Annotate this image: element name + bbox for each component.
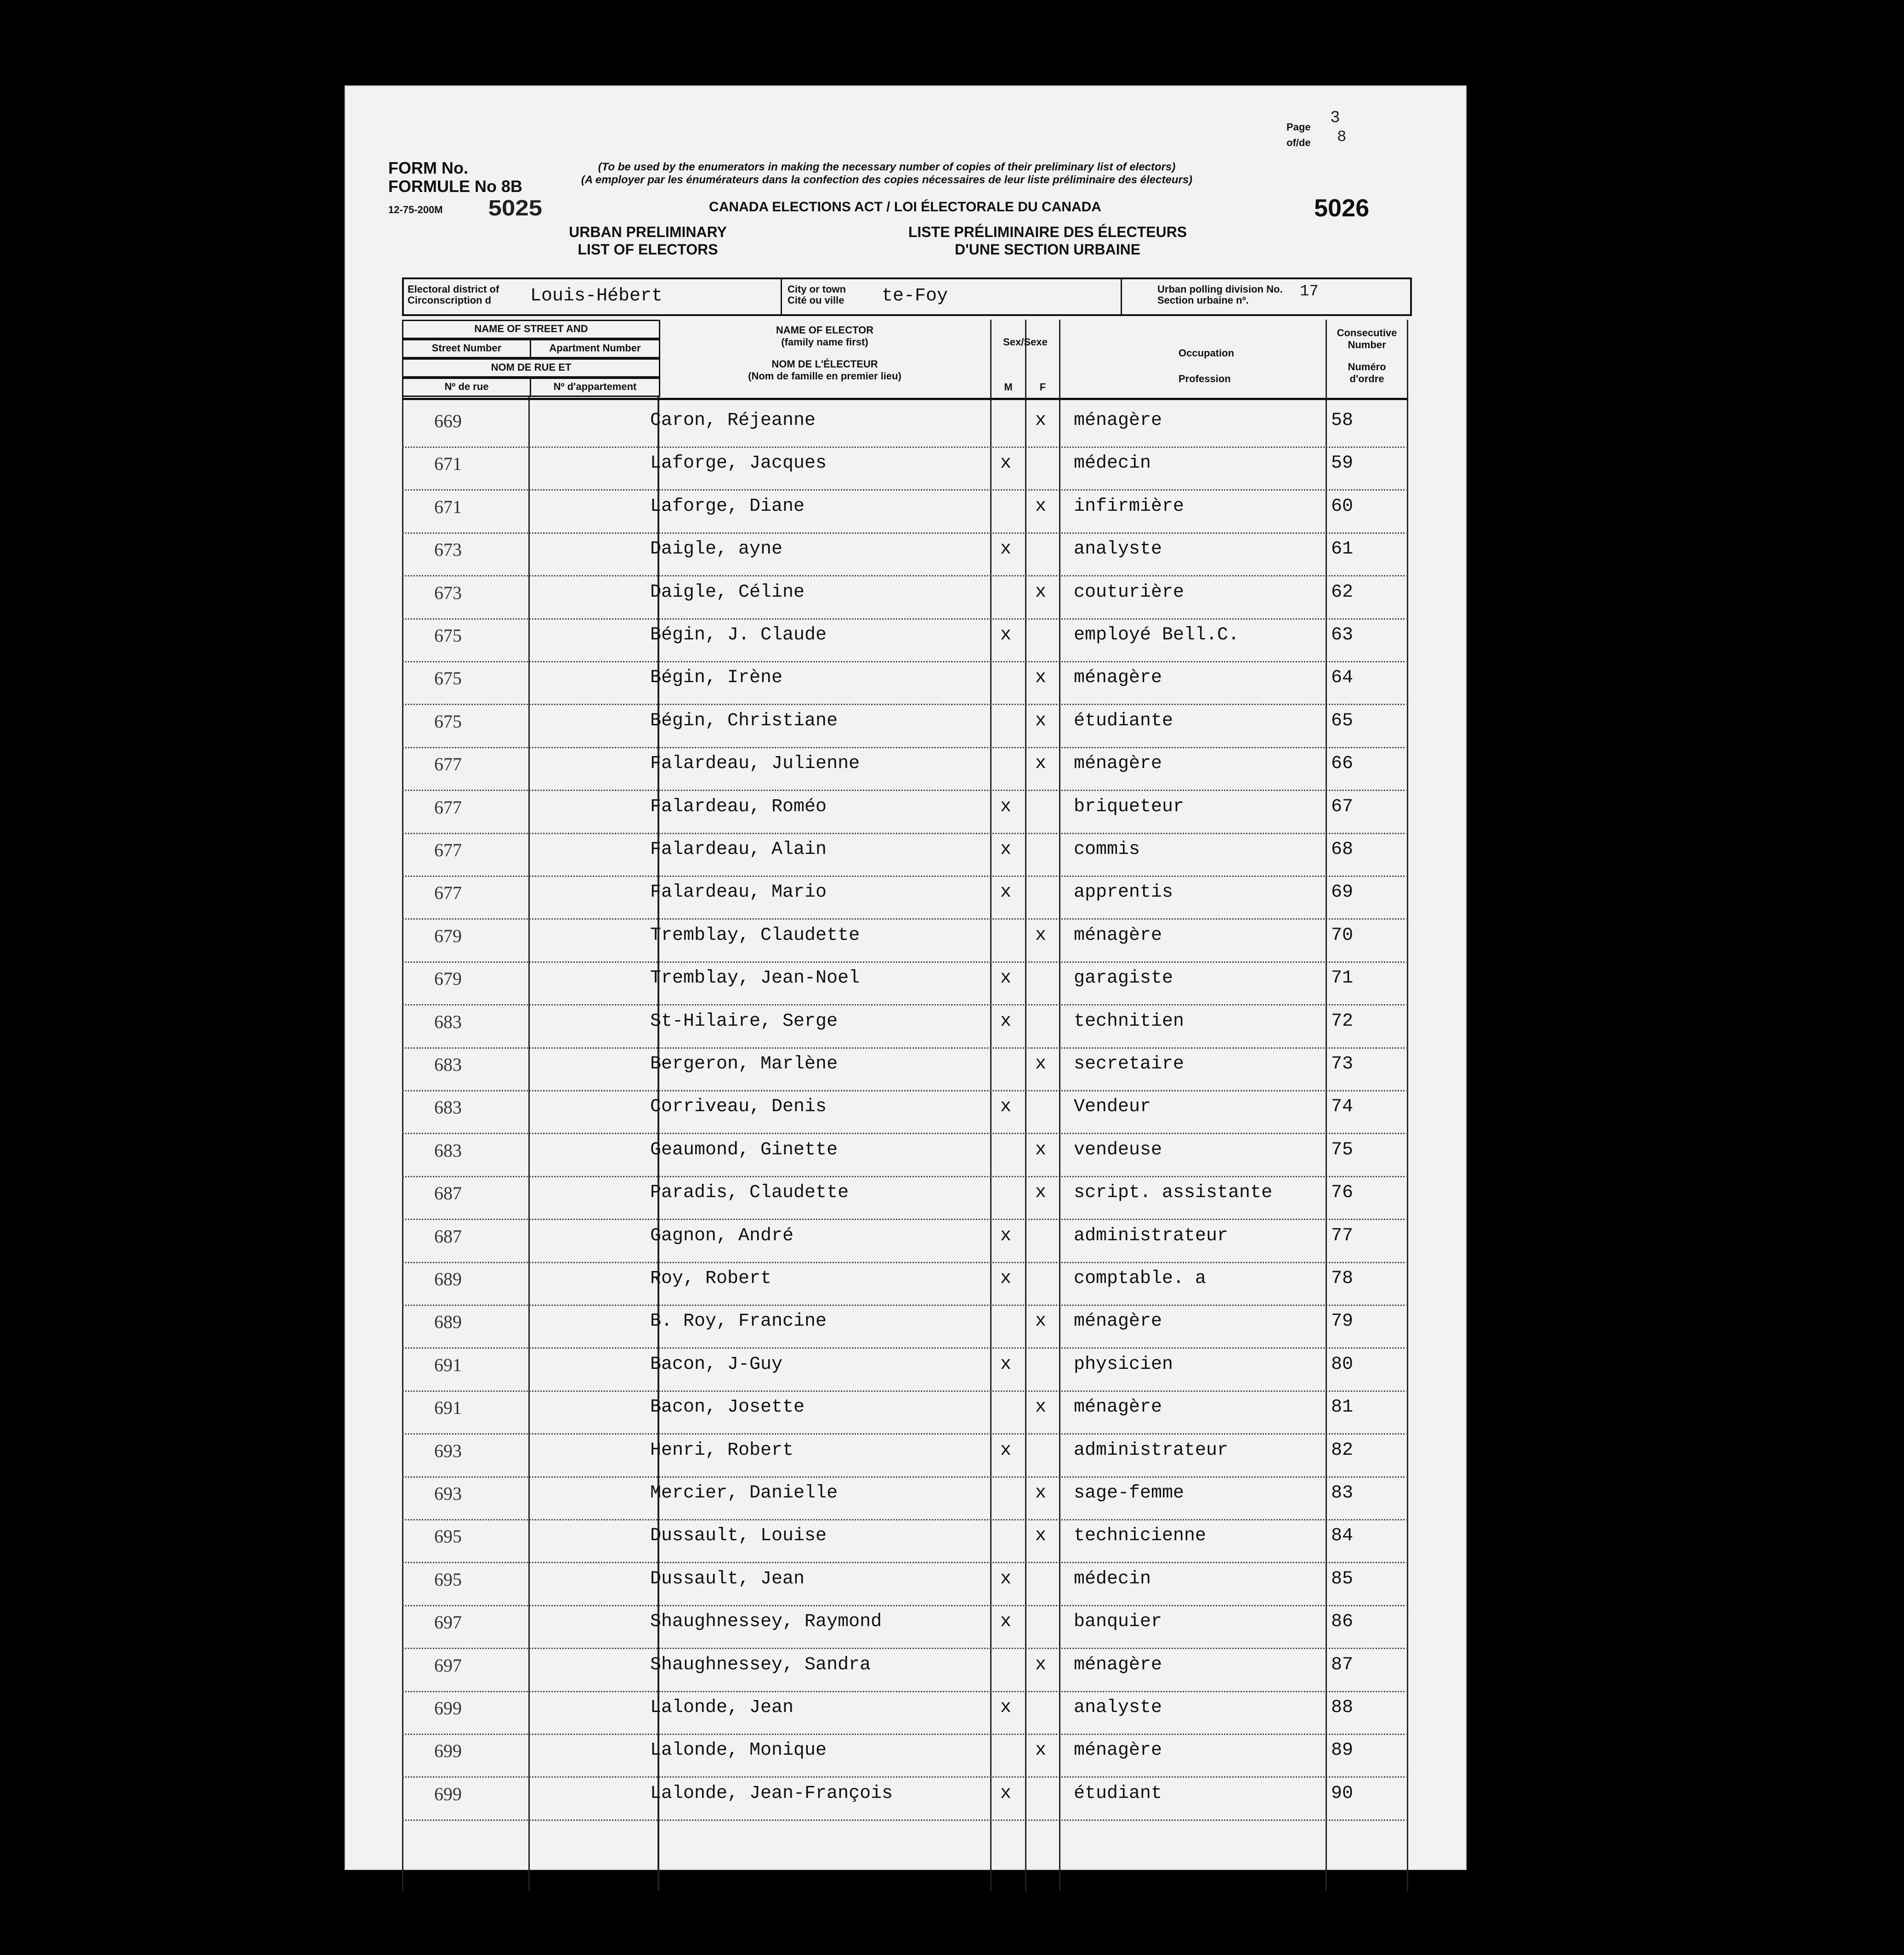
- title-en-line2: LIST OF ELECTORS: [578, 241, 718, 258]
- sex-f-cell: x: [1035, 1054, 1047, 1074]
- elector-en-1: NAME OF ELECTOR: [776, 324, 874, 336]
- elector-name-cell: Lalonde, Jean: [650, 1697, 794, 1718]
- apartment-number-fr: Nº d'appartement: [553, 381, 637, 392]
- sex-m-cell: x: [1000, 1611, 1012, 1633]
- street-number-cell: 677: [434, 754, 462, 775]
- occupation-cell: médecin: [1074, 453, 1151, 474]
- polling-label-fr: Section urbaine nº.: [1157, 294, 1249, 306]
- table-row: [402, 661, 1408, 705]
- street-number-cell: 671: [434, 453, 462, 475]
- elector-name-cell: Lalonde, Jean-François: [650, 1783, 893, 1804]
- elector-name-cell: Bégin, Christiane: [650, 710, 838, 731]
- occupation-cell: secretaire: [1074, 1054, 1184, 1074]
- table-row: [402, 1047, 1408, 1091]
- sex-m-cell: x: [1000, 968, 1012, 989]
- consecutive-number-cell: 63: [1331, 625, 1354, 645]
- occupation-cell: garagiste: [1074, 968, 1173, 989]
- occupation-cell: ménagère: [1074, 410, 1162, 431]
- occupation-cell: commis: [1074, 839, 1140, 860]
- sex-f-cell: x: [1035, 1139, 1047, 1160]
- consecutive-number-cell: 65: [1331, 710, 1354, 731]
- elector-name-cell: Tremblay, Claudette: [650, 925, 860, 946]
- elector-name-cell: Daigle, ayne: [650, 539, 783, 560]
- instructions-en: (To be used by the enumerators in making the necessary number of copies of their preliminary list of electors): [598, 161, 1176, 173]
- table-row: [402, 618, 1408, 662]
- formule-label: FORMULE No 8B: [388, 177, 522, 196]
- elector-name-cell: Bacon, Josette: [650, 1397, 805, 1418]
- street-number-cell: 677: [434, 882, 462, 904]
- header-bottom-rule: [402, 398, 1408, 400]
- street-number-cell: 677: [434, 840, 462, 860]
- street-number-cell: 671: [434, 496, 462, 517]
- occupation-cell: ménagère: [1074, 1654, 1162, 1675]
- table-row: [402, 876, 1408, 920]
- form-number-label: [388, 159, 522, 196]
- table-row: [402, 490, 1408, 534]
- street-group-en-text: NAME OF STREET AND: [474, 323, 588, 334]
- consecutive-number-cell: 73: [1331, 1054, 1354, 1074]
- table-row: [402, 961, 1408, 1006]
- table-row: [402, 1434, 1408, 1478]
- consecutive-number-cell: 82: [1331, 1440, 1354, 1461]
- apartment-number-fr-box: [530, 378, 660, 397]
- sex-header: Sex/Sexe: [1003, 336, 1048, 348]
- elector-name-cell: Roy, Robert: [650, 1268, 772, 1289]
- street-number-cell: 695: [434, 1569, 462, 1590]
- page-number: 3: [1330, 108, 1340, 127]
- sex-m-cell: x: [1000, 796, 1012, 817]
- sex-f-cell: x: [1035, 1740, 1047, 1761]
- table-row: [402, 1777, 1408, 1821]
- consecutive-number-cell: 60: [1331, 496, 1354, 517]
- of-label: of/de: [1286, 137, 1311, 148]
- elector-name-cell: Dussault, Louise: [650, 1526, 827, 1547]
- street-group-header-fr: [402, 358, 660, 378]
- occupation-cell: infirmière: [1074, 496, 1184, 517]
- sex-f-cell: x: [1035, 667, 1047, 689]
- consecutive-number-cell: 88: [1331, 1697, 1354, 1718]
- street-number-cell: 675: [434, 625, 462, 646]
- consecutive-number-cell: 61: [1331, 539, 1354, 560]
- table-row: [402, 1390, 1408, 1435]
- consecutive-number-cell: 64: [1331, 667, 1354, 689]
- sex-f-cell: x: [1035, 1483, 1047, 1503]
- city-label-en: City or town: [788, 283, 846, 295]
- table-row: [402, 1219, 1408, 1263]
- consecutive-number-cell: 62: [1331, 582, 1354, 603]
- consecutive-number-cell: 69: [1331, 882, 1354, 903]
- street-number-cell: 697: [434, 1612, 462, 1633]
- consecutive-number-cell: 70: [1331, 925, 1354, 946]
- consecutive-number-cell: 89: [1331, 1740, 1354, 1761]
- street-number-cell: 693: [434, 1440, 462, 1461]
- table-row: [402, 1562, 1408, 1606]
- table-row: [402, 747, 1408, 791]
- elector-name-cell: Geaumond, Ginette: [650, 1139, 838, 1160]
- sex-f-cell: x: [1035, 1654, 1047, 1675]
- consecutive-number-cell: 66: [1331, 753, 1354, 774]
- occupation-cell: banquier: [1074, 1611, 1162, 1633]
- elector-en-2: (family name first): [781, 336, 868, 348]
- table-row: [402, 1348, 1408, 1392]
- consecutive-number-cell: 80: [1331, 1354, 1354, 1375]
- occupation-cell: employé Bell.C.: [1074, 625, 1240, 645]
- consecutive-number-cell: 79: [1331, 1311, 1354, 1332]
- elector-name-cell: Falardeau, Alain: [650, 839, 827, 860]
- elector-name-cell: Henri, Robert: [650, 1440, 794, 1461]
- street-number-cell: 673: [434, 539, 462, 560]
- city-divider: [1121, 279, 1122, 314]
- district-value: Louis-Hébert: [530, 286, 663, 306]
- consecutive-number-cell: 77: [1331, 1225, 1354, 1246]
- consecutive-number-cell: 84: [1331, 1526, 1354, 1547]
- occupation-cell: ménagère: [1074, 1311, 1162, 1332]
- consecutive-1: Consecutive: [1337, 327, 1397, 339]
- sex-m-header: M: [1004, 381, 1013, 393]
- street-number-en: Street Number: [431, 342, 502, 354]
- form-number-left: 5025: [488, 196, 543, 220]
- polling-label-en: Urban polling division No.: [1157, 283, 1283, 295]
- numero-2: d'ordre: [1349, 373, 1384, 384]
- street-number-cell: 683: [434, 1054, 462, 1075]
- elector-name-cell: Falardeau, Mario: [650, 882, 827, 903]
- occupation-cell: vendeuse: [1074, 1139, 1162, 1160]
- page-of: 8: [1337, 129, 1347, 146]
- sex-f-cell: x: [1035, 1182, 1047, 1204]
- table-row: [402, 446, 1408, 491]
- sex-f-cell: x: [1035, 496, 1047, 517]
- street-number-cell: 675: [434, 711, 462, 732]
- table-row: [402, 1734, 1408, 1778]
- street-number-cell: 697: [434, 1655, 462, 1676]
- table-row: [402, 1005, 1408, 1049]
- sex-m-cell: x: [1000, 1697, 1012, 1718]
- table-row: [402, 704, 1408, 748]
- consecutive-number-cell: 76: [1331, 1182, 1354, 1204]
- table-row: [402, 404, 1408, 448]
- consecutive-number-cell: 71: [1331, 968, 1354, 989]
- elector-name-cell: Mercier, Danielle: [650, 1483, 838, 1503]
- elector-name-cell: Bacon, J-Guy: [650, 1354, 783, 1375]
- sex-m-cell: x: [1000, 539, 1012, 560]
- consecutive-header: [1327, 327, 1407, 385]
- sex-f-cell: x: [1035, 582, 1047, 603]
- consecutive-number-cell: 59: [1331, 453, 1354, 474]
- street-number-cell: 689: [434, 1311, 462, 1333]
- title-french: [887, 223, 1208, 258]
- elector-name-cell: Gagnon, André: [650, 1225, 794, 1246]
- elector-name-cell: Caron, Réjeanne: [650, 410, 816, 431]
- consecutive-number-cell: 78: [1331, 1268, 1354, 1289]
- street-number-fr-box: [402, 378, 531, 397]
- act-title: CANADA ELECTIONS ACT / LOI ÉLECTORALE DU CANADA: [709, 199, 1101, 215]
- table-row: [402, 1691, 1408, 1735]
- table-row: [402, 1090, 1408, 1134]
- sex-m-cell: x: [1000, 1568, 1012, 1589]
- profession-header: Profession: [1179, 373, 1231, 384]
- street-number-cell: 687: [434, 1183, 462, 1204]
- sex-m-cell: x: [1000, 625, 1012, 645]
- occupation-cell: script. assistante: [1074, 1182, 1273, 1204]
- street-number-cell: 699: [434, 1698, 462, 1718]
- sex-m-cell: x: [1000, 1354, 1012, 1375]
- city-label: [788, 284, 846, 306]
- elector-fr-2: (Nom de famille en premier lieu): [748, 370, 901, 382]
- street-number-cell: 679: [434, 968, 462, 989]
- elector-name-cell: Laforge, Diane: [650, 496, 805, 517]
- table-row: [402, 576, 1408, 620]
- sex-f-cell: x: [1035, 410, 1047, 431]
- sex-f-cell: x: [1035, 753, 1047, 774]
- occupation-cell: couturière: [1074, 582, 1184, 603]
- consecutive-number-cell: 86: [1331, 1611, 1354, 1633]
- sex-f-cell: x: [1035, 1526, 1047, 1547]
- occupation-cell: étudiant: [1074, 1783, 1162, 1804]
- consecutive-number-cell: 87: [1331, 1654, 1354, 1675]
- elector-fr-1: NOM DE L'ÉLECTEUR: [771, 358, 878, 370]
- city-label-fr: Cité ou ville: [788, 294, 844, 306]
- elector-name-cell: B. Roy, Francine: [650, 1311, 827, 1332]
- elector-name-cell: Falardeau, Julienne: [650, 753, 860, 774]
- polling-value: 17: [1300, 283, 1319, 300]
- table-row: [402, 1519, 1408, 1563]
- electors-table: [402, 320, 1408, 1872]
- electors-list-sheet: [345, 85, 1467, 1870]
- sex-m-cell: x: [1000, 453, 1012, 474]
- occupation-cell: comptable. a: [1074, 1268, 1207, 1289]
- district-label-en: Electoral district of: [408, 283, 499, 295]
- consecutive-number-cell: 72: [1331, 1011, 1354, 1032]
- city-value: te-Foy: [882, 286, 948, 306]
- table-row: [402, 1305, 1408, 1349]
- elector-name-cell: Bergeron, Marlène: [650, 1054, 838, 1074]
- table-row: [402, 532, 1408, 576]
- sex-m-cell: x: [1000, 1096, 1012, 1118]
- consecutive-number-cell: 67: [1331, 796, 1354, 817]
- street-number-en-box: [402, 339, 531, 358]
- title-en-line1: URBAN PRELIMINARY: [569, 224, 727, 240]
- consecutive-number-cell: 75: [1331, 1139, 1354, 1160]
- form-number-right: 5026: [1314, 194, 1370, 222]
- numero-1: Numéro: [1348, 361, 1386, 373]
- street-number-cell: 669: [434, 411, 462, 431]
- district-label: [408, 284, 499, 306]
- sex-m-cell: x: [1000, 882, 1012, 903]
- table-row: [402, 790, 1408, 834]
- sex-m-cell: x: [1000, 1268, 1012, 1289]
- street-number-cell: 689: [434, 1269, 462, 1289]
- apartment-number-en-box: [530, 339, 660, 358]
- consecutive-number-cell: 58: [1331, 410, 1354, 431]
- street-number-fr: Nº de rue: [444, 381, 489, 392]
- street-number-cell: 691: [434, 1354, 462, 1375]
- occupation-cell: ménagère: [1074, 753, 1162, 774]
- elector-name-cell: Lalonde, Monique: [650, 1740, 827, 1761]
- district-bar: [402, 277, 1412, 316]
- table-row: [402, 1648, 1408, 1692]
- street-number-cell: 683: [434, 1097, 462, 1118]
- elector-name-cell: Bégin, J. Claude: [650, 625, 827, 645]
- occupation-cell: ménagère: [1074, 667, 1162, 689]
- sex-f-cell: x: [1035, 925, 1047, 946]
- street-number-cell: 683: [434, 1011, 462, 1032]
- consecutive-number-cell: 90: [1331, 1783, 1354, 1804]
- street-number-cell: 699: [434, 1783, 462, 1804]
- occupation-cell: ménagère: [1074, 1740, 1162, 1761]
- street-number-cell: 699: [434, 1740, 462, 1762]
- elector-name-cell: Paradis, Claudette: [650, 1182, 849, 1204]
- occupation-header: Occupation: [1179, 347, 1235, 359]
- table-row: [402, 919, 1408, 963]
- street-number-cell: 691: [434, 1397, 462, 1418]
- street-number-cell: 683: [434, 1140, 462, 1161]
- occupation-cell: Vendeur: [1074, 1096, 1151, 1118]
- sex-m-cell: x: [1000, 1440, 1012, 1461]
- sex-m-cell: x: [1000, 1011, 1012, 1032]
- table-row: [402, 833, 1408, 877]
- elector-name-cell: Falardeau, Roméo: [650, 796, 827, 817]
- elector-name-cell: Corriveau, Denis: [650, 1096, 827, 1118]
- street-number-cell: 695: [434, 1526, 462, 1547]
- apartment-number-en: Apartment Number: [549, 342, 641, 354]
- sex-m-cell: x: [1000, 1225, 1012, 1246]
- occupation-cell: sage-femme: [1074, 1483, 1184, 1503]
- occupation-cell: médecin: [1074, 1568, 1151, 1589]
- form-code: 12-75-200M: [388, 204, 443, 215]
- instructions-fr: (A employer par les énumérateurs dans la confection des copies nécessaires de leur liste préliminaire des électeurs): [581, 174, 1193, 186]
- district-divider: [781, 279, 782, 314]
- consecutive-2: Number: [1348, 339, 1386, 350]
- title-fr-line1: LISTE PRÉLIMINAIRE DES ÉLECTEURS: [908, 224, 1187, 240]
- occupation-cell: analyste: [1074, 1697, 1162, 1718]
- page-label: Page: [1286, 121, 1311, 133]
- consecutive-number-cell: 85: [1331, 1568, 1354, 1589]
- street-number-cell: 675: [434, 668, 462, 689]
- instructions: [556, 161, 1218, 186]
- occupation-cell: étudiante: [1074, 710, 1173, 731]
- occupation-cell: administrateur: [1074, 1440, 1229, 1461]
- occupation-cell: technitien: [1074, 1011, 1184, 1032]
- table-row: [402, 1133, 1408, 1177]
- consecutive-number-cell: 74: [1331, 1096, 1354, 1118]
- street-group-header-en: [402, 320, 660, 339]
- consecutive-number-cell: 68: [1331, 839, 1354, 860]
- street-number-cell: 673: [434, 582, 462, 603]
- occupation-cell: physicien: [1074, 1354, 1173, 1375]
- elector-name-cell: St-Hilaire, Serge: [650, 1011, 838, 1032]
- sex-f-cell: x: [1035, 1311, 1047, 1332]
- sex-m-cell: x: [1000, 1783, 1012, 1804]
- occupation-cell: apprentis: [1074, 882, 1173, 903]
- title-english: [528, 223, 767, 258]
- street-group-fr-text: NOM DE RUE ET: [491, 362, 572, 373]
- district-label-fr: Circonscription d: [408, 294, 492, 306]
- elector-name-cell: Tremblay, Jean-Noel: [650, 968, 860, 989]
- form-no-label: FORM No.: [388, 158, 468, 177]
- elector-name-cell: Daigle, Céline: [650, 582, 805, 603]
- elector-name-cell: Bégin, Irène: [650, 667, 783, 689]
- elector-header: [659, 324, 990, 382]
- occupation-cell: technicienne: [1074, 1526, 1207, 1547]
- occupation-cell: briqueteur: [1074, 796, 1184, 817]
- table-row: [402, 1605, 1408, 1649]
- title-fr-line2: D'UNE SECTION URBAINE: [954, 241, 1141, 258]
- sex-f-cell: x: [1035, 710, 1047, 731]
- sex-f-cell: x: [1035, 1397, 1047, 1418]
- elector-name-cell: Laforge, Jacques: [650, 453, 827, 474]
- table-row: [402, 1262, 1408, 1306]
- consecutive-number-cell: 81: [1331, 1397, 1354, 1418]
- street-number-cell: 679: [434, 925, 462, 946]
- occupation-cell: analyste: [1074, 539, 1162, 560]
- consecutive-number-cell: 83: [1331, 1483, 1354, 1503]
- table-row: [402, 1176, 1408, 1220]
- elector-name-cell: Shaughnessey, Raymond: [650, 1611, 882, 1633]
- occupation-cell: administrateur: [1074, 1225, 1229, 1246]
- elector-name-cell: Shaughnessey, Sandra: [650, 1654, 871, 1675]
- page-info-labels: [1286, 119, 1311, 151]
- occupation-cell: ménagère: [1074, 1397, 1162, 1418]
- street-number-cell: 687: [434, 1226, 462, 1247]
- sex-f-header: F: [1039, 381, 1046, 393]
- polling-label: [1157, 284, 1283, 306]
- table-row: [402, 1476, 1408, 1520]
- sex-m-cell: x: [1000, 839, 1012, 860]
- street-number-cell: 693: [434, 1483, 462, 1504]
- elector-name-cell: Dussault, Jean: [650, 1568, 805, 1589]
- street-number-cell: 677: [434, 797, 462, 818]
- occupation-cell: ménagère: [1074, 925, 1162, 946]
